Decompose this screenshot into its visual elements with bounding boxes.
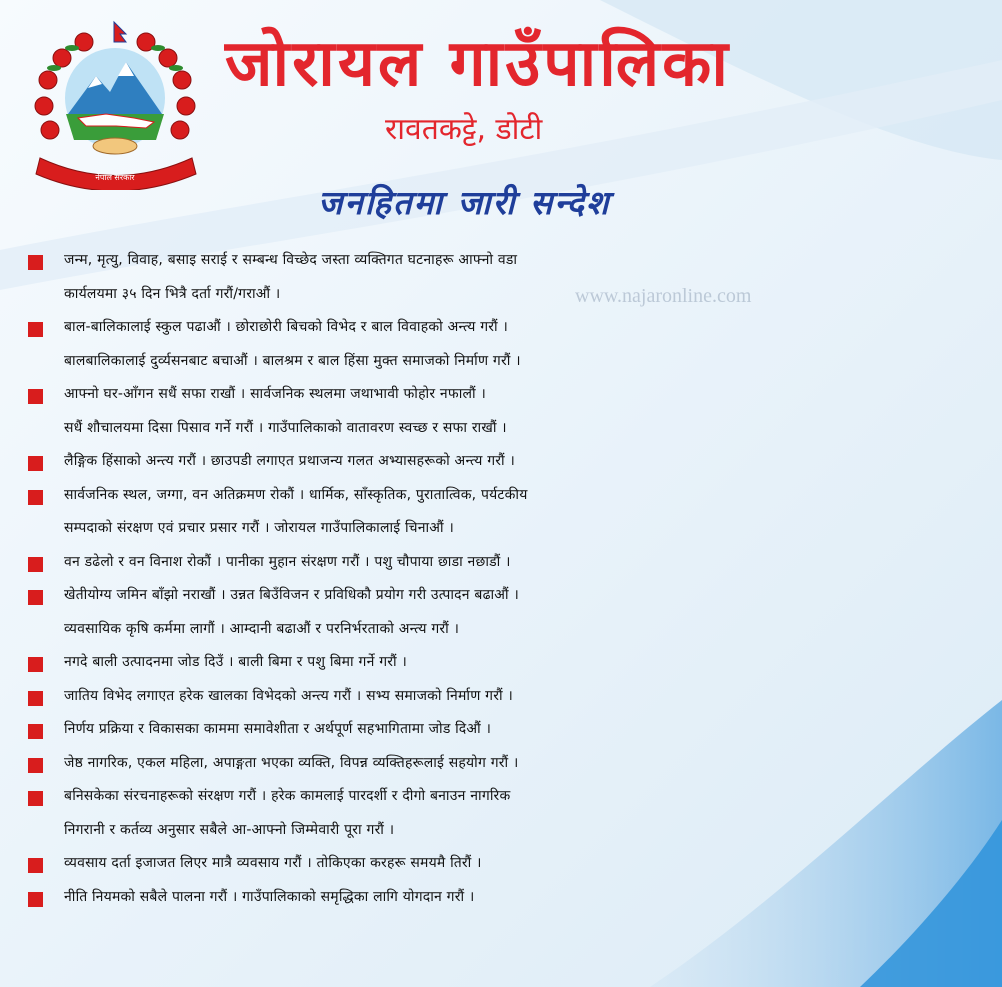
list-item [16,546,981,580]
message-line: सार्वजनिक स्थल, जग्गा, वन अतिक्रमण रोकौं । धार्मिक, साँस्कृतिक, पुरातात्विक, पर्यटकीय [64,486,528,503]
bullet-square-icon [28,691,43,706]
list-item [16,445,981,479]
message-line: बनिसकेका संरचनाहरूको संरक्षण गरौं । हरेक कामलाई पारदर्शी र दीगो बनाउन नागरिक [64,788,511,804]
notice-heading: जनहितमा जारी सन्देश [318,183,611,222]
message-line: नगदे बाली उत्पादनमा जोड दिउँ । बाली बिमा र पशु बिमा गर्ने गरौं । [64,654,407,670]
message-line: खेतीयोग्य जमिन बाँझो नराखौं । उन्नत बिउँविजन र प्रविधिकौ प्रयोग गरी उत्पादन बढाऔं । [64,587,519,603]
list-item [16,713,981,747]
bullet-square-icon [28,557,43,572]
list-item [16,747,981,781]
message-line: जातिय विभेद लगाएत हरेक खालका विभेदको अन्त्य गरौं । सभ्य समाजको निर्माण गरौं । [64,687,513,704]
message-line: निर्णय प्रक्रिया र विकासका काममा समावेशीता र अर्थपूर्ण सहभागितामा जोड दिऔं । [64,721,492,737]
list-item [16,479,981,546]
bullet-square-icon [28,456,43,471]
message-line: कार्यलयमा ३५ दिन भित्रै दर्ता गरौं/गराऔं । [64,285,281,302]
message-line: बालबालिकालाई दुर्व्यसनबाट बचाऔं । बालश्रम र बाल हिंसा मुक्त समाजको निर्माण गरौं । [64,352,521,369]
list-item [16,244,981,311]
bullet-square-icon [28,255,43,270]
message-line: लैङ्गिक हिंसाको अन्त्य गरौं । छाउपडी लगाएत प्रथाजन्य गलत अभ्यासहरूको अन्त्य गरौं । [64,453,515,469]
list-item [16,680,981,714]
message-line: बाल-बालिकालाई स्कुल पढाऔं । छोराछोरी बिचको विभेद र बाल विवाहको अन्त्य गरौं । [64,319,509,335]
list-item [16,378,981,445]
page-title: जोरायल गाउँपालिका [225,27,731,101]
bullet-square-icon [28,657,43,672]
message-line: नीति नियमको सबैले पालना गरौं । गाउँपालिकाको समृद्धिका लागि योगदान गरौं । [64,888,475,905]
message-line: जन्म, मृत्यु, विवाह, बसाइ सराई र सम्बन्ध विच्छेद जस्ता व्यक्तिगत घटनाहरू आफ्नो वडा [64,252,518,268]
message-line: वन डढेलो र वन विनाश रोकौं । पानीका मुहान संरक्षण गरौं । पशु चौपाया छाडा नछाडौं । [64,553,511,570]
message-line: आफ्नो घर-आँगन सधैं सफा राखौं । सार्वजनिक स्थलमा जथाभावी फोहोर नफालौं । [64,386,486,402]
bullet-square-icon [28,322,43,337]
bullet-square-icon [28,858,43,873]
list-item [16,847,981,881]
bullet-square-icon [28,724,43,739]
bullet-square-icon [28,389,43,404]
page-subtitle: रावतकट्टे, डोटी [385,112,543,147]
list-item [16,311,981,378]
bullet-square-icon [28,892,43,907]
message-line: निगरानी र कर्तव्य अनुसार सबैले आ-आफ्नो जिम्मेवारी पूरा गरौं । [64,821,395,838]
message-line: व्यवसाय दर्ता इजाजत लिएर मात्रै व्यवसाय गरौं । तोकिएका करहरू समयमै तिरौं । [64,855,482,871]
list-item [16,780,981,847]
bullet-square-icon [28,590,43,605]
message-line: व्यवसायिक कृषि कर्ममा लागौं । आम्दानी बढाऔं र परनिर्भरताको अन्त्य गरौं । [64,620,460,637]
message-line: सम्पदाको संरक्षण एवं प्रचार प्रसार गरौं । जोरायल गाउँपालिकालाई चिनाऔं । [64,520,454,536]
nepal-emblem-icon [26,18,206,190]
list-item [16,579,981,646]
bullet-square-icon [28,490,43,505]
message-line: सधैं शौचालयमा दिसा पिसाव गर्ने गरौं । गाउँपालिकाको वातावरण स्वच्छ र सफा राखौं । [64,419,507,436]
message-list [16,244,981,914]
bullet-square-icon [28,791,43,806]
bullet-square-icon [28,758,43,773]
message-line: जेष्ठ नागरिक, एकल महिला, अपाङ्गता भएका व्यक्ति, विपन्न व्यक्तिहरूलाई सहयोग गरौं । [64,754,519,771]
list-item [16,881,981,915]
watermark: www.najaronline.com [575,285,752,307]
list-item [16,646,981,680]
emblem-ribbon-text: नेपाल सरकार [95,173,135,182]
